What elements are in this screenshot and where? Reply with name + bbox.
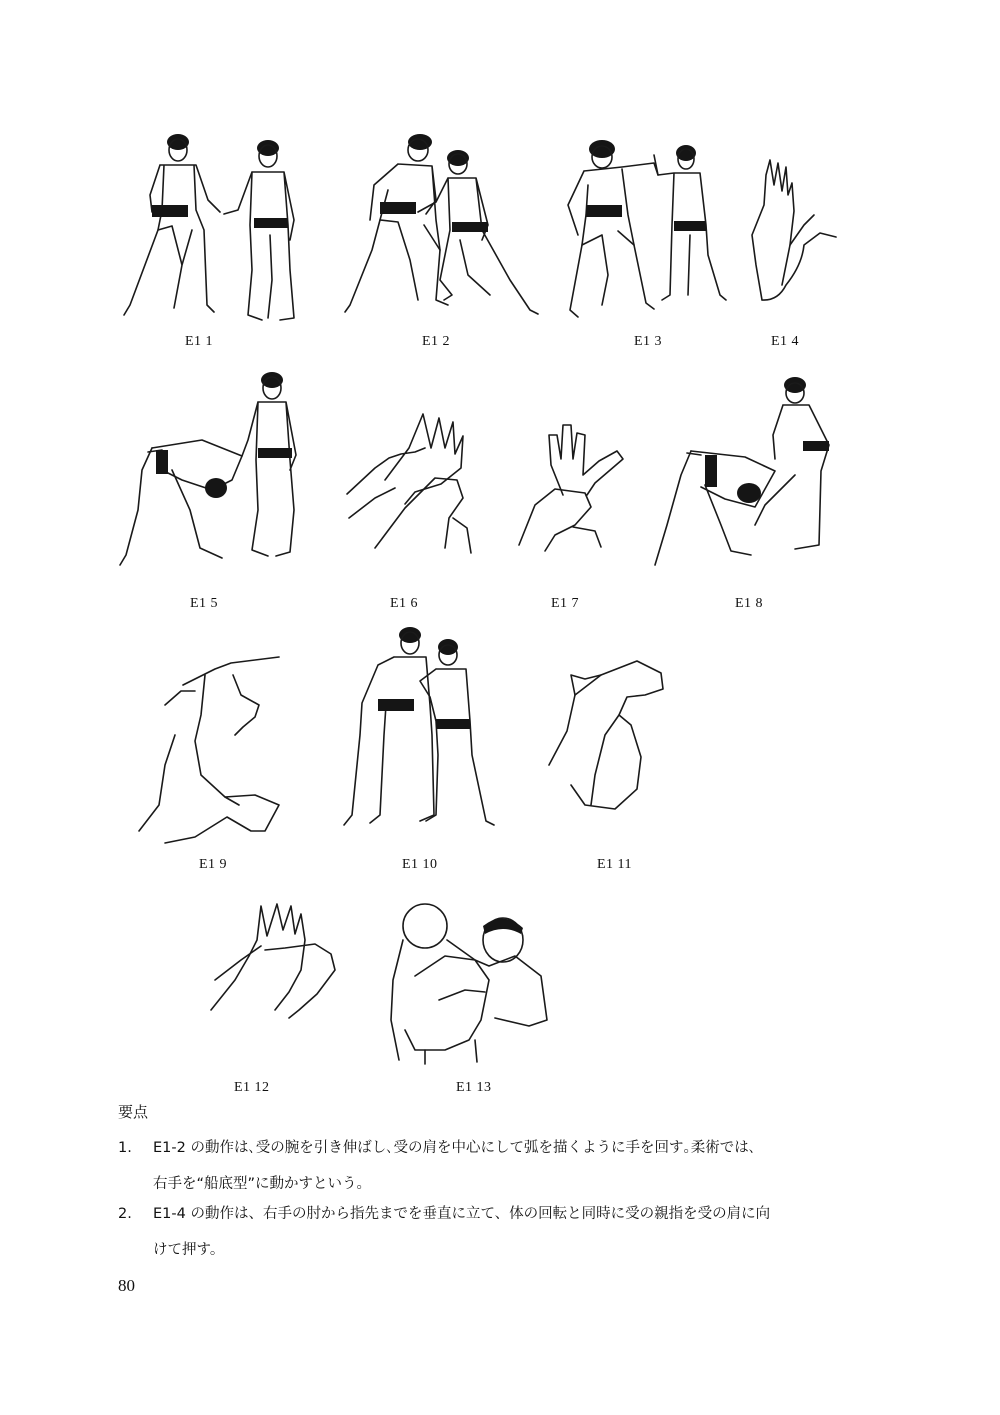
figure-caption: E1 8 <box>735 596 764 611</box>
page-number: 80 <box>118 1276 135 1295</box>
key-point-text-line: 右手を“船底型”に動かすという。 <box>153 1176 372 1192</box>
figure-caption: E1 11 <box>597 857 633 872</box>
figure-e1-10-illustration <box>340 625 495 835</box>
figure-e1-2-illustration <box>340 130 545 325</box>
figure-caption: E1 2 <box>422 334 451 349</box>
key-points-heading: 要点 <box>118 1103 149 1121</box>
figure-caption: E1 7 <box>551 596 580 611</box>
figure-e1-1-illustration <box>112 130 312 325</box>
figure-caption: E1 1 <box>185 334 214 349</box>
figure-caption: E1 12 <box>234 1080 270 1095</box>
figure-e1-5-illustration <box>112 370 312 575</box>
key-point-text-line: けて押す。 <box>153 1242 225 1258</box>
figure-e1-8-illustration <box>645 375 840 575</box>
figure-caption: E1 9 <box>199 857 228 872</box>
figure-caption: E1 4 <box>771 334 800 349</box>
figure-e1-11-illustration <box>545 655 670 815</box>
key-point-text-line: E1-2 の動作は､受の腕を引き伸ばし､受の肩を中心にして弧を描くように手を回す｡柔術では､ <box>153 1140 756 1156</box>
figure-caption: E1 3 <box>634 334 663 349</box>
key-point-number: 1. <box>118 1140 132 1156</box>
figure-e1-4-illustration <box>742 155 842 305</box>
figure-caption: E1 6 <box>390 596 419 611</box>
figure-e1-6-illustration <box>345 408 475 558</box>
figure-e1-9-illustration <box>135 655 285 845</box>
key-point-number: 2. <box>118 1206 132 1222</box>
figure-caption: E1 5 <box>190 596 219 611</box>
figure-e1-13-illustration <box>385 900 555 1065</box>
figure-e1-3-illustration <box>558 135 738 325</box>
figure-caption: E1 10 <box>402 857 438 872</box>
figure-e1-7-illustration <box>515 415 630 555</box>
figure-e1-12-illustration <box>205 900 340 1025</box>
key-point-text-line: E1-4 の動作は、右手の肘から指先までを垂直に立て、体の回転と同時に受の親指を受の肩に向 <box>153 1206 771 1222</box>
figure-caption: E1 13 <box>456 1080 492 1095</box>
